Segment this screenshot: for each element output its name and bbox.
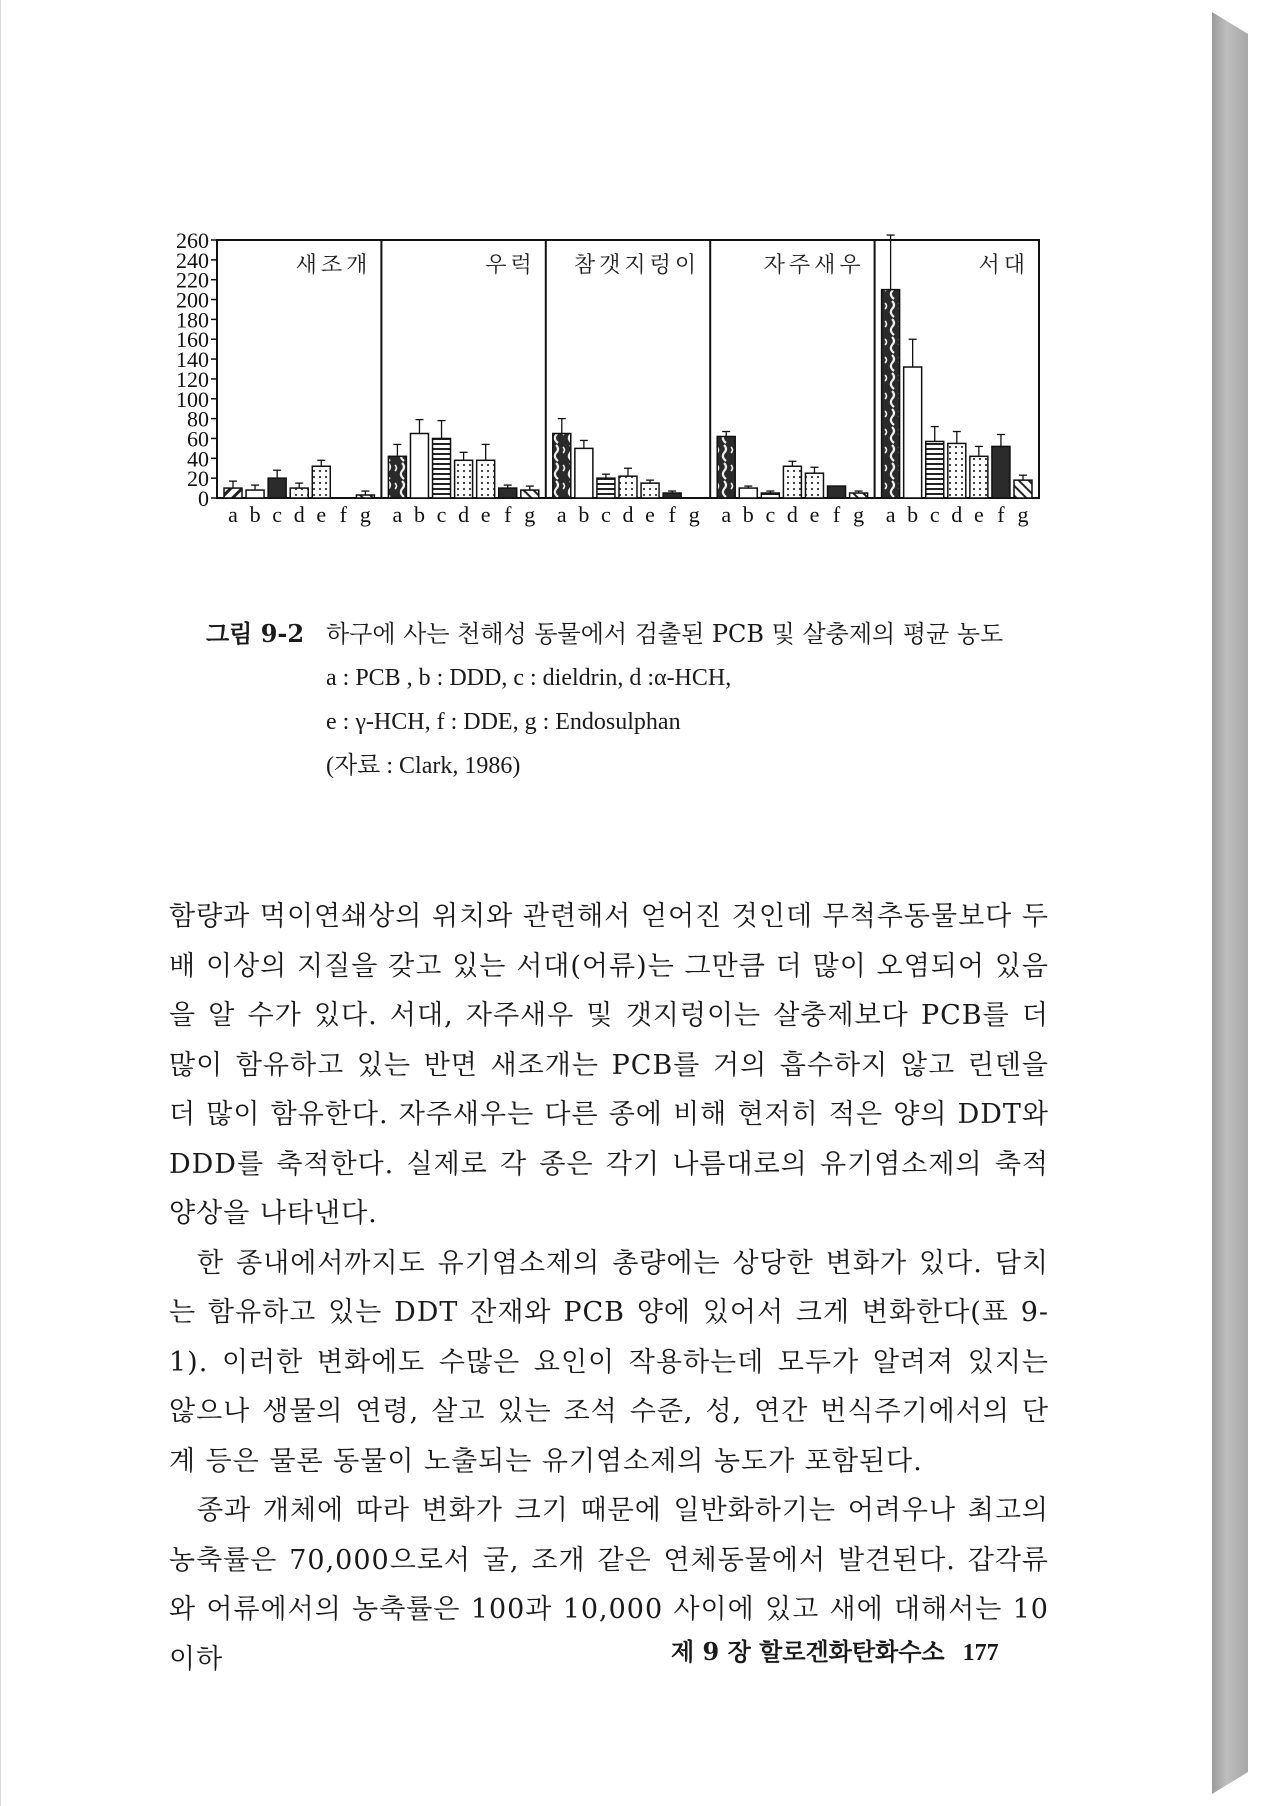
x-tick-label-0-c: c — [272, 502, 283, 527]
bar-3-c — [761, 493, 779, 498]
x-tick-label-2-a: a — [556, 502, 567, 527]
body-text — [169, 892, 1049, 1684]
bar-3-e — [805, 473, 823, 498]
y-tick-label-120: 120 — [176, 366, 209, 392]
x-tick-label-4-a: a — [885, 502, 896, 527]
y-tick-label-200: 200 — [176, 287, 209, 313]
x-tick-label-2-e: e — [645, 502, 655, 527]
x-tick-label-3-d: d — [786, 502, 798, 527]
chapter-title: 제 9 장 할로겐화탄화수소 — [671, 1637, 945, 1666]
figure-9-2 — [161, 228, 1041, 598]
y-tick-label-0: 0 — [198, 486, 209, 511]
x-tick-label-4-g: g — [1017, 502, 1029, 527]
legend-line-2: e : γ-HCH, f : DDE, g : Endosulphan — [326, 709, 681, 735]
x-tick-label-3-b: b — [742, 502, 754, 527]
panel-title-4: 서대 — [978, 253, 1029, 278]
panel-title-2: 참갯지렁이 — [573, 253, 701, 278]
bar-4-d — [948, 443, 966, 498]
y-tick-label-100: 100 — [176, 386, 209, 412]
caption-title: 하구에 사는 천해성 동물에서 검출된 PCB 및 살충제의 평균 농도 — [326, 620, 1004, 648]
x-tick-label-2-f: f — [668, 502, 676, 527]
x-tick-label-0-e: e — [316, 502, 327, 527]
x-tick-label-2-b: b — [578, 502, 590, 527]
x-tick-label-3-g: g — [853, 502, 865, 527]
figure-caption — [206, 612, 1066, 788]
x-tick-label-2-c: c — [601, 502, 611, 527]
x-tick-label-0-a: a — [228, 502, 238, 527]
paragraph-2: 한 종내에서까지도 유기염소제의 총량에는 상당한 변화가 있다. 담치는 함유하고 있는 DDT 잔재와 PCB 양에 있어서 크게 변화한다(표 9-1). 이러한 변화에도 수많은 요인이 작용하는데 모두가 알려져 있지는 않으나 생물의 연령, 살고 있는 조석 수준, 성, 연간 번식주기에서의 단계 등은 물론 동물이 노출되는 유기염소제의 농도가 포함된다. — [169, 1247, 1049, 1477]
bar-2-a — [553, 434, 571, 499]
y-tick-label-240: 240 — [176, 247, 209, 273]
y-tick-label-20: 20 — [187, 466, 209, 492]
bar-3-f — [828, 486, 846, 498]
x-tick-label-2-g: g — [688, 502, 700, 527]
page-number: 177 — [962, 1640, 999, 1666]
bar-4-g — [1014, 480, 1032, 498]
page-footer — [671, 1632, 999, 1667]
bar-4-e — [970, 456, 988, 498]
pesticide-bar-chart — [161, 228, 1041, 598]
bar-3-g — [850, 493, 868, 498]
y-tick-label-180: 180 — [176, 307, 209, 333]
bar-2-c — [597, 478, 615, 498]
bar-2-b — [575, 448, 593, 498]
x-tick-label-1-c: c — [436, 502, 447, 527]
paragraph-3: 종과 개체에 따라 변화가 크기 때문에 일반화하기는 어려우나 최고의 농축률은 70,000으로서 굴, 조개 같은 연체동물에서 발견된다. 갑각류와 어류에서의 농축률은 100과 10,000 사이에 있고 새에 대해서는 10 이하 — [169, 1495, 1049, 1675]
x-tick-label-4-c: c — [929, 502, 940, 527]
bar-4-c — [926, 441, 944, 498]
panel-title-0: 새조개 — [295, 253, 372, 278]
x-tick-label-4-d: d — [951, 502, 963, 527]
x-tick-label-1-e: e — [480, 502, 491, 527]
bar-1-e — [477, 460, 495, 498]
bar-0-a — [224, 488, 242, 498]
x-tick-label-4-b: b — [907, 502, 919, 527]
y-tick-label-60: 60 — [187, 426, 209, 452]
x-tick-label-3-e: e — [809, 502, 820, 527]
x-tick-label-1-d: d — [458, 502, 470, 527]
bar-4-b — [904, 367, 922, 498]
panel-title-1: 우럭 — [485, 253, 536, 278]
bar-3-b — [739, 488, 757, 498]
y-tick-label-140: 140 — [176, 347, 209, 373]
paragraph-1: 함량과 먹이연쇄상의 위치와 관련해서 얻어진 것인데 무척추동물보다 두 배 이상의 지질을 갖고 있는 서대(어류)는 그만큼 더 많이 오염되어 있음을 알 수가 있다. 서대, 자주새우 및 갯지렁이는 살충제보다 PCB를 더 많이 함유하고 있는 반면 새조개는 PCB를 거의 흡수하지 않고 린덴을 더 많이 함유한다. 자주새우는 다른 종에 비해 현저히 적은 양의 DDT와 DDD를 축적한다. 실제로 각 종은 각기 나름대로의 유기염소제의 축적양상을 나타낸다. — [169, 901, 1049, 1229]
bar-0-b — [246, 490, 264, 498]
caption-label: 그림 9-2 — [206, 619, 305, 648]
x-tick-label-0-d: d — [293, 502, 305, 527]
x-tick-label-1-a: a — [392, 502, 403, 527]
bar-0-d — [290, 488, 308, 498]
x-tick-label-0-g: g — [359, 502, 371, 527]
bar-2-f — [663, 493, 681, 498]
x-tick-label-1-b: b — [413, 502, 425, 527]
y-tick-label-220: 220 — [176, 267, 209, 293]
y-tick-label-80: 80 — [187, 406, 209, 432]
y-tick-label-40: 40 — [187, 446, 209, 472]
bar-1-d — [455, 460, 473, 498]
bar-1-a — [388, 456, 406, 498]
bar-4-f — [992, 446, 1010, 498]
bar-4-a — [882, 290, 900, 498]
x-tick-label-4-f: f — [997, 502, 1005, 527]
legend-line-1: a : PCB , b : DDD, c : dieldrin, d :α-HCH, — [326, 665, 732, 691]
book-spine-edge — [1212, 12, 1248, 1794]
bar-1-g — [521, 490, 539, 498]
figure-source: (자료 : Clark, 1986) — [326, 753, 521, 779]
x-tick-label-0-f: f — [339, 502, 347, 527]
x-tick-label-2-d: d — [622, 502, 634, 527]
bar-1-b — [410, 434, 428, 499]
x-tick-label-1-f: f — [504, 502, 512, 527]
x-tick-label-3-a: a — [721, 502, 732, 527]
x-tick-label-4-e: e — [973, 502, 984, 527]
caption-heading — [206, 612, 1066, 656]
x-tick-label-1-g: g — [524, 502, 536, 527]
x-tick-label-3-c: c — [765, 502, 776, 527]
y-tick-label-160: 160 — [176, 327, 209, 353]
x-tick-label-0-b: b — [249, 502, 261, 527]
bar-2-e — [641, 483, 659, 498]
bar-2-d — [619, 476, 637, 498]
bar-3-a — [717, 436, 735, 498]
bar-1-f — [499, 488, 517, 498]
bar-0-e — [312, 466, 330, 498]
bar-0-g — [356, 495, 374, 498]
bar-1-c — [433, 438, 451, 498]
bar-3-d — [783, 466, 801, 498]
y-tick-label-260: 260 — [176, 228, 209, 253]
bar-0-c — [268, 478, 286, 498]
x-tick-label-3-f: f — [832, 502, 841, 527]
panel-title-3: 자주새우 — [763, 253, 865, 278]
